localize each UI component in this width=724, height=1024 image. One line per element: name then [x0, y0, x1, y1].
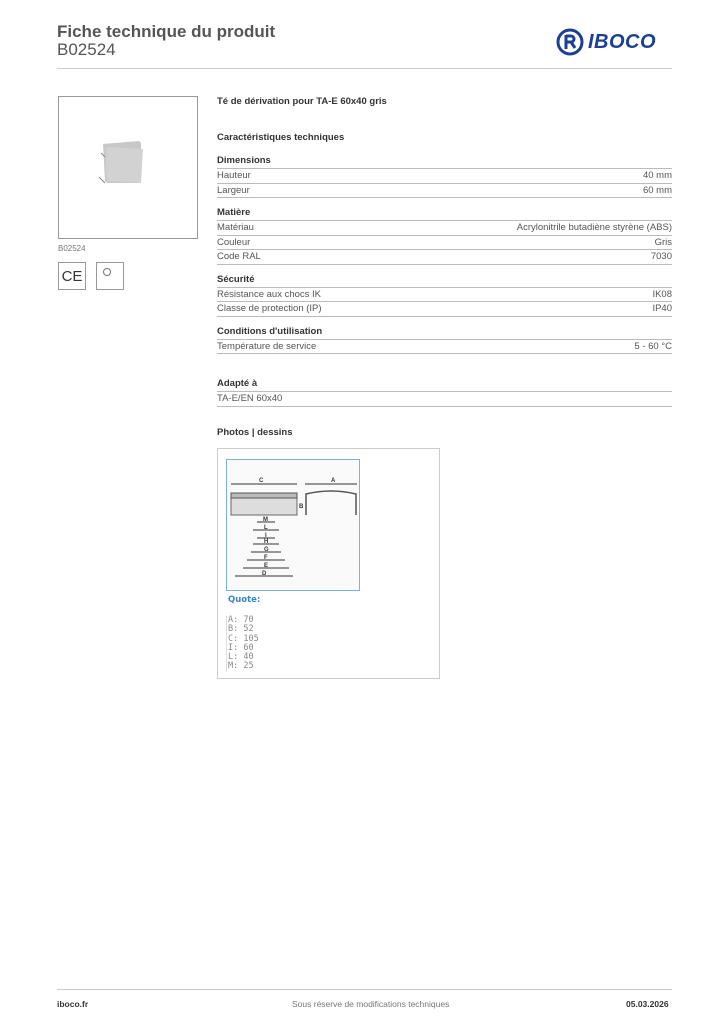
iboco-logo: [556, 28, 656, 56]
product-code: B02524: [57, 40, 116, 59]
logo-text: IBOCO: [588, 30, 657, 53]
svg-text:L: L: [264, 525, 268, 531]
svg-text:I: I: [265, 533, 267, 539]
dimension-drawing-panel: [217, 448, 440, 679]
spec-value: 5 - 60 °C: [634, 340, 672, 352]
spec-row: [217, 288, 672, 303]
ce-mark-icon: [58, 262, 86, 290]
spec-value: 40 mm: [642, 170, 672, 181]
spec-value: 7030: [650, 251, 672, 262]
certification-mark-icon: [96, 262, 124, 290]
group-title: Matière: [217, 207, 672, 221]
spec-value: Acrylonitrile butadiène styrène (ABS): [516, 222, 672, 233]
spec-row: [217, 236, 672, 251]
spec-row: [217, 184, 672, 199]
svg-text:D: D: [262, 571, 267, 577]
product-name: Té de dérivation pour TA-E 60x40 gris: [217, 96, 387, 107]
spec-value: IK08: [652, 288, 672, 300]
adapted-value: TA-E/EN 60x40: [217, 393, 283, 404]
page-title: Fiche technique du produit: [57, 22, 276, 41]
group-title: Sécurité: [217, 274, 672, 288]
quote-title: Quote:: [228, 595, 261, 605]
spec-label: Couleur: [217, 236, 251, 248]
product-image: [58, 96, 198, 239]
adapted-row: [217, 392, 672, 407]
spec-value: Gris: [654, 236, 672, 248]
quote-value: M: 25: [228, 661, 254, 672]
spec-label: Largeur: [217, 184, 250, 196]
footer-date: 05.03.2026: [626, 999, 669, 1009]
svg-text:M: M: [263, 517, 268, 523]
logo-icon: [556, 28, 584, 56]
quote-values: [226, 616, 259, 672]
spec-label: Résistance aux chocs IK: [217, 288, 322, 300]
spec-row: [217, 340, 672, 355]
spec-label: Classe de protection (IP): [217, 303, 322, 314]
quote-value: L: 40: [228, 652, 254, 663]
quote-value: A: 70: [228, 615, 254, 625]
label-b: B: [299, 504, 304, 510]
spec-label: Matériau: [217, 222, 254, 233]
svg-text:H: H: [264, 539, 269, 545]
svg-text:E: E: [264, 563, 269, 569]
spec-row: [217, 250, 672, 265]
section-title: Caractéristiques techniques: [217, 132, 345, 143]
image-caption: B02524: [58, 244, 86, 253]
spec-label: Hauteur: [217, 170, 251, 181]
quote-value: C: 105: [228, 633, 259, 644]
spec-value: IP40: [652, 303, 672, 314]
footer-site[interactable]: iboco.fr: [57, 999, 89, 1009]
spec-label: Température de service: [217, 340, 317, 352]
quote-value: I: 60: [228, 642, 254, 653]
label-a: A: [331, 478, 336, 484]
spec-row: [217, 169, 672, 184]
svg-text:F: F: [264, 555, 268, 561]
adapted-title: Adapté à: [217, 378, 672, 392]
dimension-drawing: [226, 459, 360, 591]
specifications: [217, 96, 672, 438]
spec-label: Code RAL: [217, 251, 261, 262]
spec-row: [217, 221, 672, 236]
ce-label: CE: [61, 267, 83, 285]
label-c: C: [259, 478, 264, 484]
product-photo-icon: [59, 97, 199, 240]
photos-title: Photos | dessins: [217, 426, 293, 438]
spec-value: 60 mm: [642, 184, 672, 196]
spec-row: [217, 302, 672, 317]
group-title: Conditions d'utilisation: [217, 326, 672, 340]
quote-value: B: 52: [228, 624, 254, 635]
footer-note: Sous réserve de modifications techniques: [292, 999, 450, 1009]
header-divider: [57, 68, 672, 69]
group-title: Dimensions: [217, 155, 672, 169]
footer-divider: [57, 989, 672, 990]
svg-text:G: G: [264, 547, 269, 553]
